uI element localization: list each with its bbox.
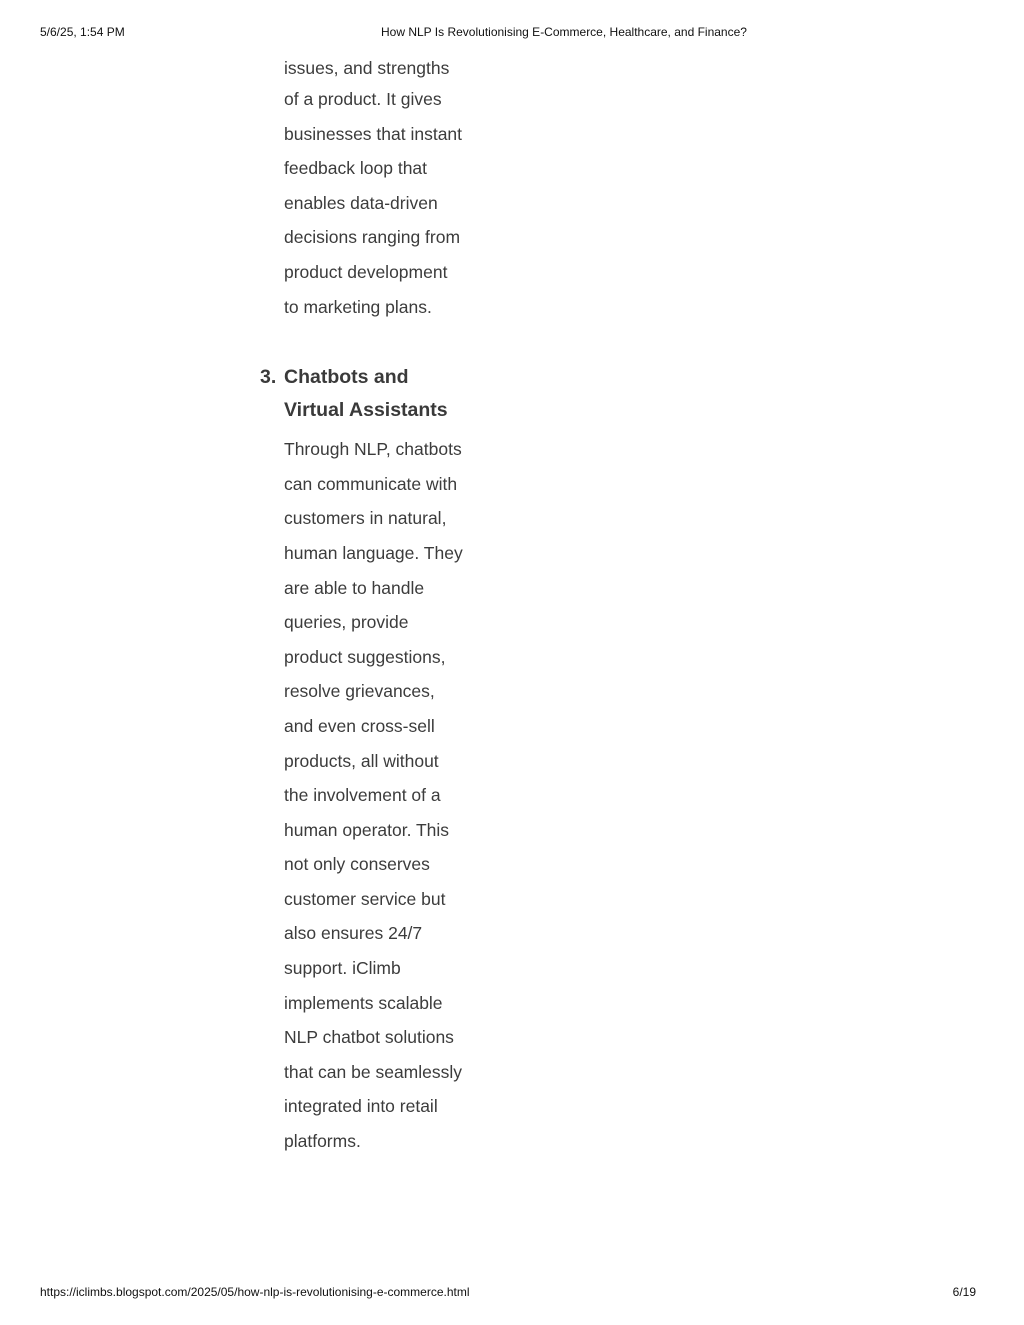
print-page-title: How NLP Is Revolutionising E-Commerce, Healthcare, and Finance? <box>381 25 747 39</box>
print-datetime: 5/6/25, 1:54 PM <box>40 25 125 39</box>
list-item-heading <box>260 361 484 426</box>
paragraph-line: support. iClimb <box>284 958 401 979</box>
paragraph-line: not only conserves <box>284 854 430 875</box>
paragraph-line: customer service but <box>284 888 446 909</box>
paragraph-line: human language. They <box>284 542 463 563</box>
paragraph-line: customers in natural, <box>284 508 447 529</box>
print-url: https://iclimbs.blogspot.com/2025/05/how-nlp-is-revolutionising-e-commerce.html <box>40 1285 470 1299</box>
paragraph-line: human operator. This <box>284 819 450 840</box>
heading-line: Chatbots and <box>284 366 409 389</box>
paragraph-line: that can be seamlessly <box>284 1061 463 1082</box>
paragraph-line: the involvement of a <box>284 785 441 806</box>
paragraph-line: product development <box>284 261 448 282</box>
heading-line: Virtual Assistants <box>284 398 448 421</box>
print-header <box>0 25 1024 41</box>
previous-paragraph <box>284 54 484 324</box>
paragraph-line: issues, and strengths <box>284 58 450 78</box>
paragraph-line: of a product. It gives <box>284 89 442 109</box>
paragraph-line: feedback loop that <box>284 158 428 179</box>
list-item-number: 3. <box>260 366 277 389</box>
paragraph-line: are able to handle <box>284 577 425 598</box>
paragraph-line: resolve grievances, <box>284 681 435 702</box>
article-content <box>260 54 484 1159</box>
paragraph-line: enables data-driven <box>284 192 438 213</box>
paragraph-line: implements scalable <box>284 992 443 1013</box>
paragraph-line: Through NLP, chatbots <box>284 439 462 460</box>
paragraph-line: products, all without <box>284 750 439 771</box>
paragraph-line: NLP chatbot solutions <box>284 1027 454 1048</box>
list-item-body <box>284 432 484 1158</box>
paragraph-line: also ensures 24/7 <box>284 923 423 944</box>
paragraph-line: businesses that instant <box>284 123 463 144</box>
paragraph-line: to marketing plans. <box>284 296 432 317</box>
paragraph-line: product suggestions, <box>284 646 446 667</box>
paragraph-line: decisions ranging from <box>284 227 461 248</box>
paragraph-line: and even cross-sell <box>284 715 435 736</box>
print-footer <box>0 1285 1024 1301</box>
paragraph-line: queries, provide <box>284 612 409 633</box>
paragraph-line: can communicate with <box>284 473 458 494</box>
paragraph-line: platforms. <box>284 1131 361 1152</box>
paragraph-line: integrated into retail <box>284 1096 438 1117</box>
page-number: 6/19 <box>952 1285 976 1299</box>
